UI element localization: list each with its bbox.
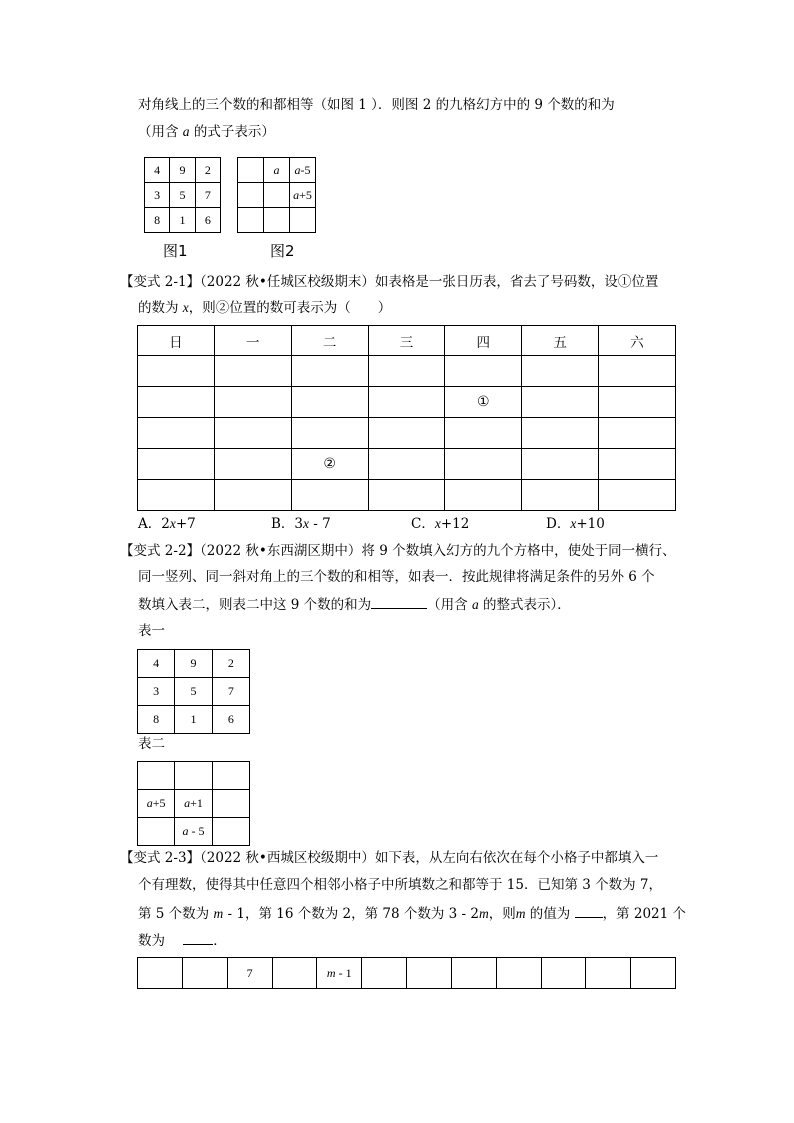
calendar-cell (445, 480, 522, 511)
sequence-cell (496, 958, 541, 989)
calendar-table (137, 325, 676, 511)
sequence-cell (272, 958, 317, 989)
table2-cell (212, 790, 249, 818)
table2-cell (212, 818, 249, 846)
q23-text4b: ． (213, 933, 227, 949)
fig1-row (145, 208, 221, 233)
q23-blank-m[interactable] (575, 903, 603, 918)
q22-line-2: 同一竖列、同一斜对角上的三个数的和相等，如表一．按此规律将满足条件的另外 6 个 (138, 569, 655, 585)
q22-answer-blank[interactable] (371, 594, 427, 609)
calendar-cell (599, 356, 676, 387)
calendar-cell (599, 480, 676, 511)
table2-cell: a+1 (175, 790, 212, 818)
fig1-cell: 2 (195, 158, 220, 183)
calendar-row (138, 480, 676, 511)
q23-text3e: ，第 2021 个 (602, 906, 687, 922)
q21-text: 如表格是一张日历表，省去了号码数，设①位置 (374, 274, 659, 290)
sequence-cell (541, 958, 586, 989)
q23-var-m3: m (515, 906, 526, 921)
fig1-row (145, 183, 221, 208)
q23-blank-2021[interactable] (183, 930, 213, 945)
q22-line-3 (138, 594, 571, 615)
option-b-pre: 3 (294, 516, 304, 532)
fig1-cell: 7 (195, 183, 220, 208)
calendar-row (138, 449, 676, 480)
table1-row (138, 706, 250, 734)
q23-text3d: 的值为 (525, 906, 575, 922)
calendar-cell (214, 449, 291, 480)
q23-text1: 如下表，从左向右依次在每个小格子中都填入一 (374, 850, 659, 866)
sequence-cell (407, 958, 452, 989)
fig1-cell: 6 (195, 208, 220, 233)
q21-var-x: x (182, 300, 189, 315)
calendar-header-cell: 日 (138, 326, 215, 356)
calendar-cell (368, 480, 445, 511)
q22-tag: 【变式 2-2】 (120, 543, 201, 559)
calendar-cell (445, 356, 522, 387)
q23-line-2: 个有理数，使得其中任意四个相邻小格子中所填数之和都等于 15．已知第 3 个数为 7， (138, 877, 663, 893)
calendar-cell (368, 449, 445, 480)
q21-text2a: 的数为 (138, 300, 183, 316)
table1-row (138, 650, 250, 678)
calendar-cell (368, 418, 445, 449)
option-d[interactable] (546, 514, 605, 534)
fig1-caption: 图1 (163, 242, 188, 260)
calendar-cell (138, 387, 215, 418)
fig1-cell: 5 (170, 183, 195, 208)
option-b-var: x (303, 516, 310, 531)
fig1-cell: 9 (170, 158, 195, 183)
option-c-var: x (434, 516, 441, 531)
q21-options (138, 514, 698, 534)
table2-cell (212, 762, 249, 790)
table1-cell: 5 (175, 678, 212, 706)
table1-label: 表一 (138, 623, 165, 639)
fig2-cell (264, 208, 290, 233)
option-a-pre: 2 (161, 516, 170, 532)
fig1-cell: 8 (145, 208, 170, 233)
q23-text4a: 数为 (138, 933, 170, 949)
table1-cell: 4 (138, 650, 175, 678)
calendar-header-cell: 五 (522, 326, 599, 356)
sequence-cell (182, 958, 227, 989)
q23-line-3 (138, 903, 686, 924)
option-a-label: A． (138, 516, 162, 532)
calendar-header-cell: 四 (445, 326, 522, 356)
q23-var-m2: m (478, 906, 489, 921)
fig1-cell: 4 (145, 158, 170, 183)
fig1-cell: 3 (145, 183, 170, 208)
table2-cell (138, 762, 175, 790)
fig2-cell: a+5 (290, 183, 316, 208)
calendar-cell (368, 387, 445, 418)
calendar-marker-1: ① (445, 387, 522, 418)
table2-label: 表二 (138, 736, 165, 752)
intro-text-b: 的式子表示） (189, 124, 275, 140)
q23-text3c: ，则 (488, 906, 516, 922)
intro-line-1: 对角线上的三个数的和都相等（如图 1 ）．则图 2 的九格幻方中的 9 个数的和为 (138, 97, 615, 113)
table2-cell (175, 762, 212, 790)
fig1-cell: 1 (170, 208, 195, 233)
table1-row (138, 678, 250, 706)
table1-cell: 9 (175, 650, 212, 678)
fig2-row (238, 208, 316, 233)
option-a-var: x (169, 516, 176, 531)
calendar-cell (522, 418, 599, 449)
q23-source: （2022 秋•西城区校级期中） (200, 850, 375, 866)
calendar-row (138, 418, 676, 449)
calendar-row (138, 387, 676, 418)
calendar-marker-2: ② (291, 449, 368, 480)
calendar-cell (445, 449, 522, 480)
fig2-row (238, 183, 316, 208)
sequence-table (137, 957, 676, 989)
calendar-header-cell: 一 (214, 326, 291, 356)
calendar-header-cell: 六 (599, 326, 676, 356)
sequence-cell (362, 958, 407, 989)
q22-var-a: a (471, 597, 479, 612)
option-a[interactable] (138, 514, 196, 534)
calendar-cell (522, 356, 599, 387)
fig2-cell (238, 208, 264, 233)
q23-text3a: 第 5 个数为 (138, 906, 214, 922)
q23-var-m1: m (213, 906, 224, 921)
table2-cell (138, 818, 175, 846)
sequence-cell: m - 1 (317, 958, 362, 989)
table1-cell: 2 (212, 650, 249, 678)
intro-var-a: a (182, 124, 190, 139)
sequence-cell: 7 (227, 958, 272, 989)
q22-text1: 将 9 个数填入幻方的九个方格中，使处于同一横行、 (361, 543, 676, 559)
calendar-cell (522, 480, 599, 511)
calendar-cell (214, 356, 291, 387)
calendar-row (138, 356, 676, 387)
fig1-row (145, 158, 221, 183)
calendar-cell (291, 387, 368, 418)
table2-row (138, 818, 250, 846)
q23-line-1 (120, 848, 658, 868)
sequence-cell (451, 958, 496, 989)
calendar-cell (214, 418, 291, 449)
table2-cell: a+5 (138, 790, 175, 818)
table1-cell: 7 (212, 678, 249, 706)
q22-text3c: 的整式表示）． (478, 597, 571, 613)
calendar-cell (138, 418, 215, 449)
q23-tag: 【变式 2-3】 (120, 850, 201, 866)
calendar-header-row (138, 326, 676, 356)
calendar-cell (138, 356, 215, 387)
q22-text3b: （用含 (427, 597, 472, 613)
calendar-cell (368, 356, 445, 387)
fig2-cell (238, 183, 264, 208)
sequence-cell (586, 958, 631, 989)
calendar-cell (522, 387, 599, 418)
table2-row (138, 790, 250, 818)
fig2-cell (264, 183, 290, 208)
table2-cell: a - 5 (175, 818, 212, 846)
fig2-row (238, 158, 316, 183)
calendar-cell (291, 356, 368, 387)
calendar-cell (291, 480, 368, 511)
calendar-cell (138, 480, 215, 511)
calendar-cell (445, 418, 522, 449)
q23-text3b: - 1，第 16 个数为 2，第 78 个数为 3 - 2 (223, 906, 479, 922)
fig2-cell: a-5 (290, 158, 316, 183)
sequence-cell (138, 958, 183, 989)
fig2-caption: 图2 (270, 242, 295, 260)
fig2-cell (238, 158, 264, 183)
calendar-cell (138, 449, 215, 480)
option-b[interactable] (271, 514, 331, 534)
calendar-header-cell: 二 (291, 326, 368, 356)
option-c-post: +12 (440, 516, 470, 532)
option-d-var: x (570, 516, 577, 531)
fig2-cell: a (264, 158, 290, 183)
q21-line-1 (120, 272, 658, 292)
calendar-cell (599, 387, 676, 418)
option-b-post: - 7 (309, 516, 331, 532)
option-c-label: C． (411, 516, 435, 532)
q22-source: （2022 秋•东西湖区期中） (200, 543, 362, 559)
fig2-cell (290, 208, 316, 233)
calendar-cell (599, 418, 676, 449)
magic-square-table1 (137, 649, 250, 734)
calendar-cell (214, 480, 291, 511)
table1-cell: 3 (138, 678, 175, 706)
table1-cell: 1 (175, 706, 212, 734)
sequence-row (138, 958, 676, 989)
option-a-post: +7 (175, 516, 196, 532)
option-d-label: D． (546, 516, 571, 532)
q21-line-2 (138, 298, 391, 318)
table2-row (138, 762, 250, 790)
calendar-cell (522, 449, 599, 480)
q22-line-1 (120, 541, 676, 561)
magic-square-table2 (137, 761, 250, 846)
q23-line-4 (138, 930, 227, 951)
calendar-cell (599, 449, 676, 480)
intro-line-2 (138, 122, 275, 142)
q21-tag: 【变式 2-1】 (120, 274, 201, 290)
q21-text2b: ，则②位置的数可表示为（ ） (188, 300, 392, 316)
option-d-post: +10 (576, 516, 605, 532)
calendar-cell (214, 387, 291, 418)
sequence-cell (631, 958, 676, 989)
q22-text3a: 数填入表二，则表二中这 9 个数的和为 (138, 597, 372, 613)
option-b-label: B． (271, 516, 295, 532)
q21-source: （2022 秋•任城区校级期末） (200, 274, 375, 290)
option-c[interactable] (411, 514, 469, 534)
table1-cell: 6 (212, 706, 249, 734)
magic-square-fig1 (144, 157, 221, 233)
intro-text-a: （用含 (138, 124, 183, 140)
calendar-cell (291, 418, 368, 449)
calendar-header-cell: 三 (368, 326, 445, 356)
magic-square-fig2 (237, 157, 316, 233)
table1-cell: 8 (138, 706, 175, 734)
